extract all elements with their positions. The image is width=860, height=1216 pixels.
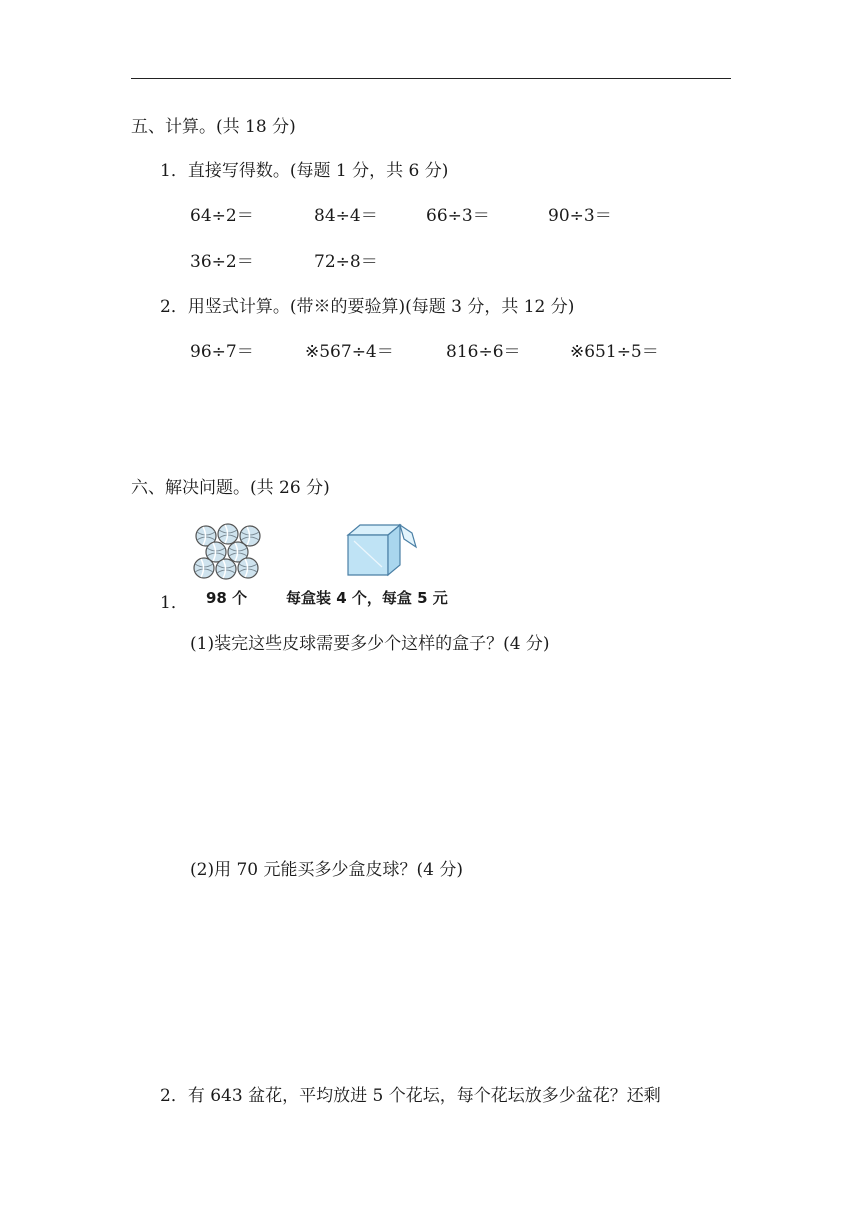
q1-expr-2: 84÷4＝ bbox=[314, 206, 378, 226]
problem-1-sub-2: (2)用 70 元能买多少盒皮球？(4 分) bbox=[190, 860, 464, 880]
balls-image bbox=[192, 522, 268, 582]
q1-expr-5: 36÷2＝ bbox=[190, 252, 254, 272]
box-caption: 每盒装 4 个，每盒 5 元 bbox=[286, 589, 448, 607]
top-divider bbox=[131, 78, 731, 79]
problem-1-sub-1: (1)装完这些皮球需要多少个这样的盒子？(4 分) bbox=[190, 634, 550, 654]
q2-expr-3: 816÷6＝ bbox=[446, 342, 521, 362]
problem-2-text: 2．有 643 盆花，平均放进 5 个花坛，每个花坛放多少盆花？还剩 bbox=[160, 1086, 661, 1106]
q1-expr-4: 90÷3＝ bbox=[548, 206, 612, 226]
q1-expr-6: 72÷8＝ bbox=[314, 252, 378, 272]
q2-expr-1: 96÷7＝ bbox=[190, 342, 254, 362]
problem-1-number: 1． bbox=[160, 593, 188, 613]
q2-expr-4: ※651÷5＝ bbox=[570, 342, 659, 362]
section-6-heading: 六、解决问题。(共 26 分) bbox=[131, 478, 330, 498]
q2-expr-2: ※567÷4＝ bbox=[305, 342, 394, 362]
q1-expr-3: 66÷3＝ bbox=[426, 206, 490, 226]
balls-caption: 98 个 bbox=[206, 589, 248, 607]
section-5-heading: 五、计算。(共 18 分) bbox=[131, 117, 296, 137]
q1-label: 1．直接写得数。(每题 1 分，共 6 分) bbox=[160, 161, 449, 181]
q2-label: 2．用竖式计算。(带※的要验算)(每题 3 分，共 12 分) bbox=[160, 297, 575, 317]
box-image bbox=[344, 519, 420, 581]
q1-expr-1: 64÷2＝ bbox=[190, 206, 254, 226]
